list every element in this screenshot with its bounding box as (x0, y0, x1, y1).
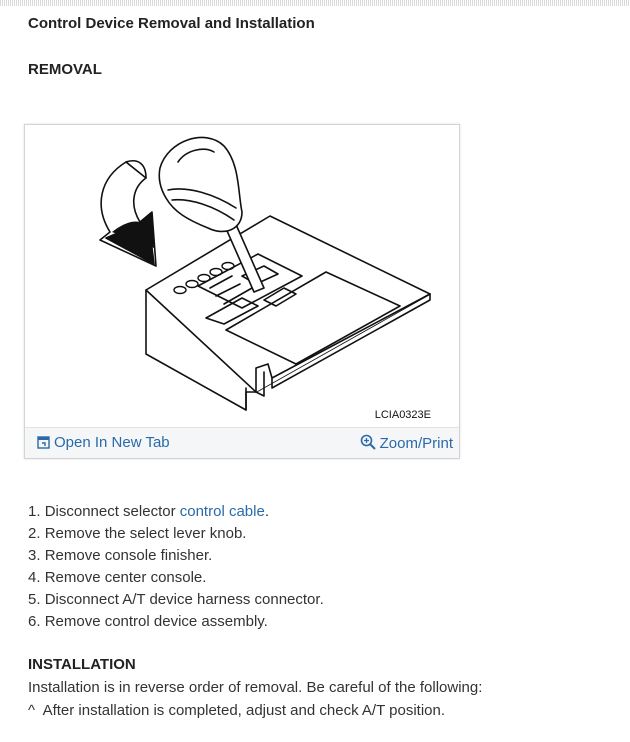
list-item: 1. Disconnect selector control cable. (28, 503, 269, 520)
open-in-new-tab-link[interactable] (37, 434, 170, 451)
list-item: 2. Remove the select lever knob. (28, 525, 247, 542)
page-title: Control Device Removal and Installation (28, 15, 315, 32)
zoom-print-label: Zoom/Print (379, 435, 453, 452)
note-text: After installation is completed, adjust and check A/T position. (42, 702, 446, 719)
top-border (0, 0, 630, 6)
installation-heading: INSTALLATION (28, 656, 136, 673)
new-tab-icon (37, 436, 50, 449)
magnifier-icon (360, 434, 376, 450)
shift-lever-illustration (28, 128, 456, 426)
list-item: 6. Remove control device assembly. (28, 613, 268, 630)
figure-code: LCIA0323E (374, 409, 431, 421)
removal-heading: REMOVAL (28, 61, 102, 78)
control-cable-link[interactable]: control cable (179, 503, 265, 520)
open-in-new-tab-label: Open In New Tab (54, 434, 170, 451)
installation-text: Installation is in reverse order of removal. Be careful of the following: (28, 679, 483, 696)
figure-toolbar (25, 427, 459, 458)
removal-steps (28, 501, 324, 633)
list-item: 5. Disconnect A/T device harness connector. (28, 591, 324, 608)
list-item: 4. Remove center console. (28, 569, 207, 586)
zoom-print-link[interactable] (360, 434, 453, 452)
figure-panel (24, 124, 460, 459)
note-marker: ^ (28, 702, 36, 719)
installation-note (28, 702, 445, 719)
list-item: 3. Remove console finisher. (28, 547, 213, 564)
